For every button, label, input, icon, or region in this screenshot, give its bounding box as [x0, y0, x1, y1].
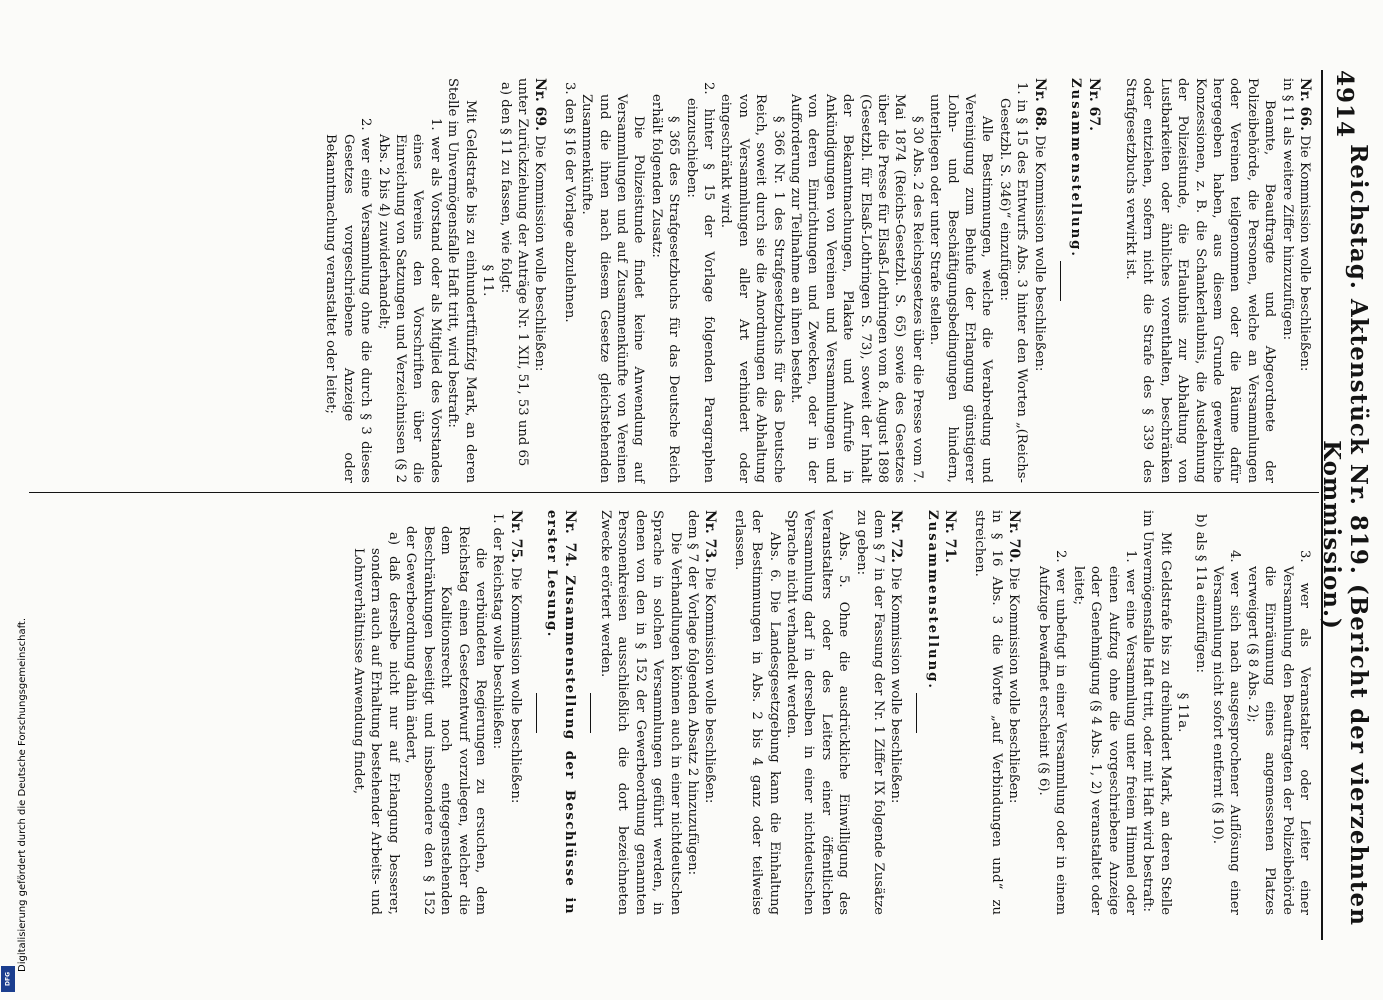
credit-text: Digitalisierung gefördert durch die Deutsche Forschungsgemeinschaft. — [17, 617, 28, 972]
running-head: Reichstag. Aktenstück Nr. 819. (Bericht der vierzehnten Kommission.) — [1318, 144, 1372, 926]
section-rule — [916, 693, 917, 733]
motion-68-intro: Die Kommission wolle beschließen: — [1031, 135, 1047, 372]
motion-68-item-2: 2. hinter § 15 der Vorlage folgenden Paragraphen einzuschieben: — [683, 82, 716, 483]
motion-69-subitem-4: 4. wer sich nach ausgesprochener Auflösung einer Versammlung nicht sofort entfernt (§ 10). — [1209, 550, 1243, 915]
motion-73-intro: Die Kommission wolle beschließen: — [702, 567, 718, 804]
motion-69-11a-item-2: 2. wer unbefugt in einer Versammlung oder in einem Aufzuge bewaffnet erscheint (§ 6). — [1035, 550, 1069, 915]
motion-69-subitem-1: 1. wer als Vorstand oder als Mitglied des Vorstandes eines Vereins den Vorschriften über die Einreichung von Satzungen und Verzeichnissen (§ 2 Abs. 2 bis 4) zuwiderhandelt; — [375, 118, 443, 483]
motion-71-title: Zusammenstellung. — [924, 510, 940, 690]
motion-69-body-11a: Mit Geldstrafe bis zu dreihundert Mark, an deren Stelle im Unvermögensfalle Haft tritt, oder mit Haft wird bestraft: — [1140, 510, 1173, 915]
motion-number-74: Nr. 74. — [561, 510, 578, 568]
digitization-credit — [0, 0, 28, 1000]
motion-72-text: dem § 7 in der Fassung der Nr. 1 Ziffer IX folgende Zusätze zu geben: — [853, 510, 887, 915]
section-rule — [590, 693, 591, 733]
motion-68-item-1: 1. in § 15 des Entwurfs Abs. 3 hinter den Worten „(Reichs-Gesetzbl. S. 346)“ einzufügen: — [996, 82, 1030, 483]
motion-68-item-1c: § 366 Nr. 1 des Strafgesetzbuchs für das Deutsche Reich, soweit durch sie die Anordnungen die Abhaltung von Versammlungen aller Art verhindert oder eingeschränkt wird. — [718, 94, 786, 483]
motion-number-73: Nr. 73. — [702, 510, 719, 563]
motion-69-subitem-3: 3. wer als Veranstalter oder Leiter einer Versammlung den Beauftragten der Polizeibehörde die Einräumung eines angemessenen Platzes verweigert (§ 8 Abs. 2); — [1244, 550, 1312, 915]
motion-72-intro: Die Kommission wolle beschließen: — [888, 567, 904, 804]
motion-75-item-1: I. der Reichstag wolle beschließen: — [490, 514, 506, 750]
motion-68-item-1b: § 30 Abs. 2 des Reichsgesetzes über die Presse vom 7. Mai 1874 (Reichs-Gesetzbl. S. 65) sowie des Gesetzes über die Presse für Elsaß-Lothringen vom 8. August 1898 (Gesetzbl. für Elsaß-Lothringen S. 73), soweit der Inhalt der Bekanntmachungen, Plakate und Aufrufe in Ankündigungen von Vereinen und Versammlungen und von deren Einrichtungen und Zwecken, oder in der Aufforderung zur Teilnahme an ihnen besteht. — [788, 94, 925, 483]
page-number: 4914 — [1331, 70, 1359, 139]
motion-number-71: Nr. 71. — [942, 510, 959, 563]
motion-69-body: Mit Geldstrafe bis zu einhundertfünfzig Mark, an deren Stelle im Unvermögensfalle Haft tritt, wird bestraft: — [445, 78, 478, 483]
motion-74-title: Zusammenstellung der Beschlüsse in erster Lesung. — [544, 510, 577, 915]
header-rule — [1321, 70, 1323, 940]
motion-number-75: Nr. 75. — [507, 510, 524, 563]
motion-73-text: dem § 7 der Vorlage folgenden Absatz 2 hinzuzufügen: — [685, 510, 700, 876]
motion-66-intro: Die Kommission wolle beschließen: — [1297, 135, 1312, 372]
motion-75-item-a: a) daß derselbe nicht nur auf Erlangung besserer, sondern auch auf Erhaltung bestehender Arbeits- und Lohnverhältnisse Anwendung findet, — [351, 532, 401, 915]
section-rule — [536, 693, 537, 733]
motion-66-text: in § 11 als weitere Ziffer hinzuzufügen: — [1279, 78, 1295, 341]
motion-67-title: Zusammenstellung. — [1068, 78, 1084, 258]
motion-68-item-1a: Alle Bestimmungen, welche die Verabredung und Vereinigung zum Behufe der Erlangung günstigerer Lohn- und Beschäftigungsbedingungen hindern, unterliegen oder unter Strafe stellen. — [927, 94, 995, 483]
motion-68-item-2b: Die Polizeistunde findet keine Anwendung auf Versammlungen und auf Zusammenkünfte von Vereinen und die ihnen nach diesem Gesetze gleichstehenden Zusammenkünfte. — [579, 94, 647, 483]
motion-70-text: in § 16 Abs. 3 die Worte „auf Verbindungen und“ zu streichen. — [971, 510, 1005, 915]
motion-69-paragraph-11a: § 11a. — [1175, 692, 1191, 733]
motion-69-item-a: a) den § 11 zu fassen, wie folgt: — [497, 82, 513, 294]
page-header — [1318, 70, 1372, 930]
right-column — [350, 510, 1313, 915]
motion-number-70: Nr. 70. — [1006, 510, 1023, 563]
dfg-logo: DFG — [1, 966, 15, 992]
motion-number-66: Nr. 66. — [1297, 78, 1313, 131]
motion-70-intro: Die Kommission wolle beschließen: — [1006, 567, 1022, 804]
motion-73-body: Die Verhandlungen können auch in einer nichtdeutschen Sprache in solchen Versammlungen geführt werden, in denen von den in § 152 der Gewerbeordnung genannten Personenkreisen ausschließlich die dort bezeichneten Zwecke erörtert werden. — [597, 510, 683, 915]
section-rule — [1060, 261, 1061, 301]
motion-69-subitem-2: 2. wer eine Versammlung ohne die durch § 3 dieses Gesetzes vorgeschriebene Anzeige oder Bekanntmachung veranstaltet oder leitet; — [323, 118, 374, 483]
motion-66-body: Beamte, Beauftragte und Abgeordnete der Polizeibehörde, die Personen, welche an Versammlungen oder Vereinen teilgenommen oder die Räume dafür hergegeben haben, aus diesem Grunde gewerbliche Konzessionen, z. B. die Schankerlaubnis, die Ausdehnung der Polizeistunde, die Erlaubnis zur Abhaltung von Lustbarkeiten oder ähnliches vorenthalten, beschränken oder entziehen, sofern nicht die Strafe des § 339 des Strafgesetzbuchs verwirkt ist. — [1122, 78, 1278, 483]
motion-number-67: Nr. 67. — [1085, 78, 1102, 131]
motion-72-abs-5: Abs. 5. Ohne die ausdrückliche Einwilligung des Veranstalters oder des Leiters einer öffentlichen Versammlung darf in derselben in einer nichtdeutschen Sprache nicht verhandelt werden. — [784, 510, 852, 915]
motion-69-intro: Die Kommission wolle beschließen: — [532, 135, 548, 372]
left-column — [322, 78, 1313, 483]
motion-69-item-b: b) als § 11a einzufügen: — [1192, 514, 1208, 673]
motion-number-68: Nr. 68. — [1031, 78, 1048, 131]
motion-number-72: Nr. 72. — [888, 510, 905, 563]
motion-69-paragraph-sign: § 11. — [480, 264, 496, 297]
motion-72-abs-6: Abs. 6. Die Landesgesetzgebung kann die Einhaltung der Bestimmungen in Abs. 2 bis 4 ganz oder teilweise erlassen. — [731, 510, 782, 915]
motion-69-11a-item-1: 1. wer eine Versammlung unter freiem Himmel oder einen Aufzug ohne die vorgeschriebene Anzeige oder Genehmigung (§ 4 Abs. 1, 2) veranstaltet oder leitet; — [1070, 550, 1138, 915]
motion-68-item-3: 3. den § 16 der Vorlage abzulehnen. — [561, 82, 577, 323]
motion-75-intro: Die Kommission wolle beschließen: — [507, 567, 523, 804]
motion-number-69: Nr. 69. — [532, 78, 549, 131]
motion-69-text: unter Zurückziehung der Anträge Nr. 1 XII, 51, 53 und 65 — [514, 78, 530, 467]
column-divider — [29, 492, 1319, 493]
motion-75-item-1-body: die verbündeten Regierungen zu ersuchen, dem Reichstag einen Gesetzentwurf vorzulegen, welcher die dem Koalitionsrecht noch entgegenstehenden Beschränkungen beseitigt und insbesondere den § 152 der Gewerbeordnung dahin ändert, — [403, 526, 488, 915]
motion-68-item-2a: § 365 des Strafgesetzbuchs für das Deutsche Reich erhält folgenden Zusatz: — [648, 94, 682, 483]
